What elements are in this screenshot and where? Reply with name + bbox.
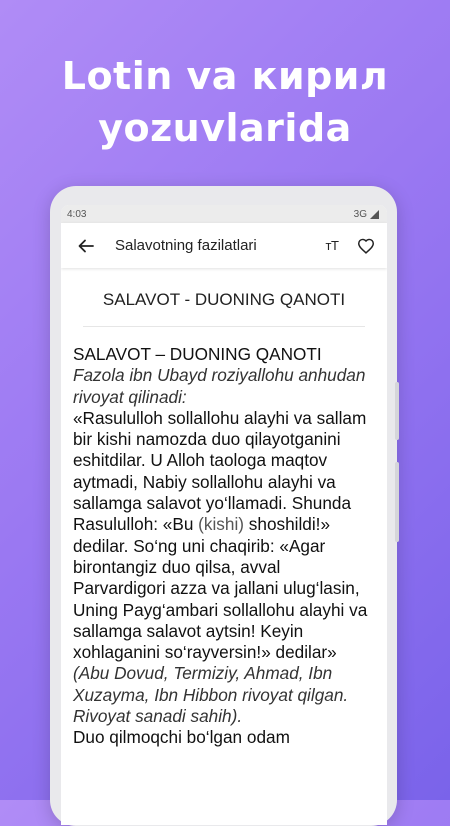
back-button[interactable]	[71, 231, 101, 261]
heart-outline-icon	[357, 238, 375, 254]
status-time: 4:03	[67, 208, 87, 220]
next-paragraph: Duo qilmoqchi bo‘lgan odam	[73, 727, 290, 748]
phone-power-button	[395, 462, 399, 542]
hadith-text	[73, 408, 375, 727]
hadith-aside: (kishi)	[198, 514, 245, 535]
network-type: 3G	[353, 208, 367, 220]
narrator-line: Fazola ibn Ubayd roziyallohu anhudan rivoyat qilinadi:	[73, 365, 366, 407]
article-heading: SALAVOT - DUONING QANOTI	[83, 268, 365, 327]
phone-screen	[61, 205, 387, 825]
hadith-source: (Abu Dovud, Termiziy, Ahmad, Ibn Xuzayma, Ibn Hibbon rivoyat qilgan. Rivoyat sanadi sahih).	[73, 663, 349, 727]
text-size-button[interactable]	[317, 231, 347, 261]
hadith-part-1: «Rasululloh sollallohu alayhi va sallam bir kishi namozda duo qilayotganini eshitdilar. U Alloh taologa maqtov aytmadi, Nabiy sollallohu alayhi va sallamga salavot yo‘llamadi. Shunda Rasululloh: «Bu	[73, 407, 367, 535]
hadith-part-2: shoshildi!» dedilar. So‘ng uni chaqirib: «Agar birontangiz duo qilsa, avval Parvardigori azza va jallani ulug‘lasin, Uning Payg‘ambari sollallohu alayhi va sallamga salavot aytsin! Keyin xohlaganini so‘rayversin!» dedilar»	[73, 514, 368, 663]
article-body	[73, 344, 375, 749]
status-bar	[61, 205, 387, 223]
screen-title: Salavotning fazilatlari	[115, 237, 257, 254]
signal-icon	[370, 210, 379, 219]
arrow-left-icon	[78, 239, 94, 253]
promo-line-2: yozuvlarida	[98, 106, 352, 150]
app-bar	[61, 223, 387, 268]
promo-line-1: Lotin va кирил	[61, 54, 389, 98]
favorite-button[interactable]	[351, 231, 381, 261]
phone-volume-button	[395, 382, 399, 440]
article-subtitle: SALAVOT – DUONING QANOTI	[73, 344, 322, 364]
phone-frame	[50, 186, 397, 826]
text-size-icon: тT	[325, 238, 339, 253]
article-content	[61, 268, 387, 749]
promo-headline	[0, 50, 450, 154]
